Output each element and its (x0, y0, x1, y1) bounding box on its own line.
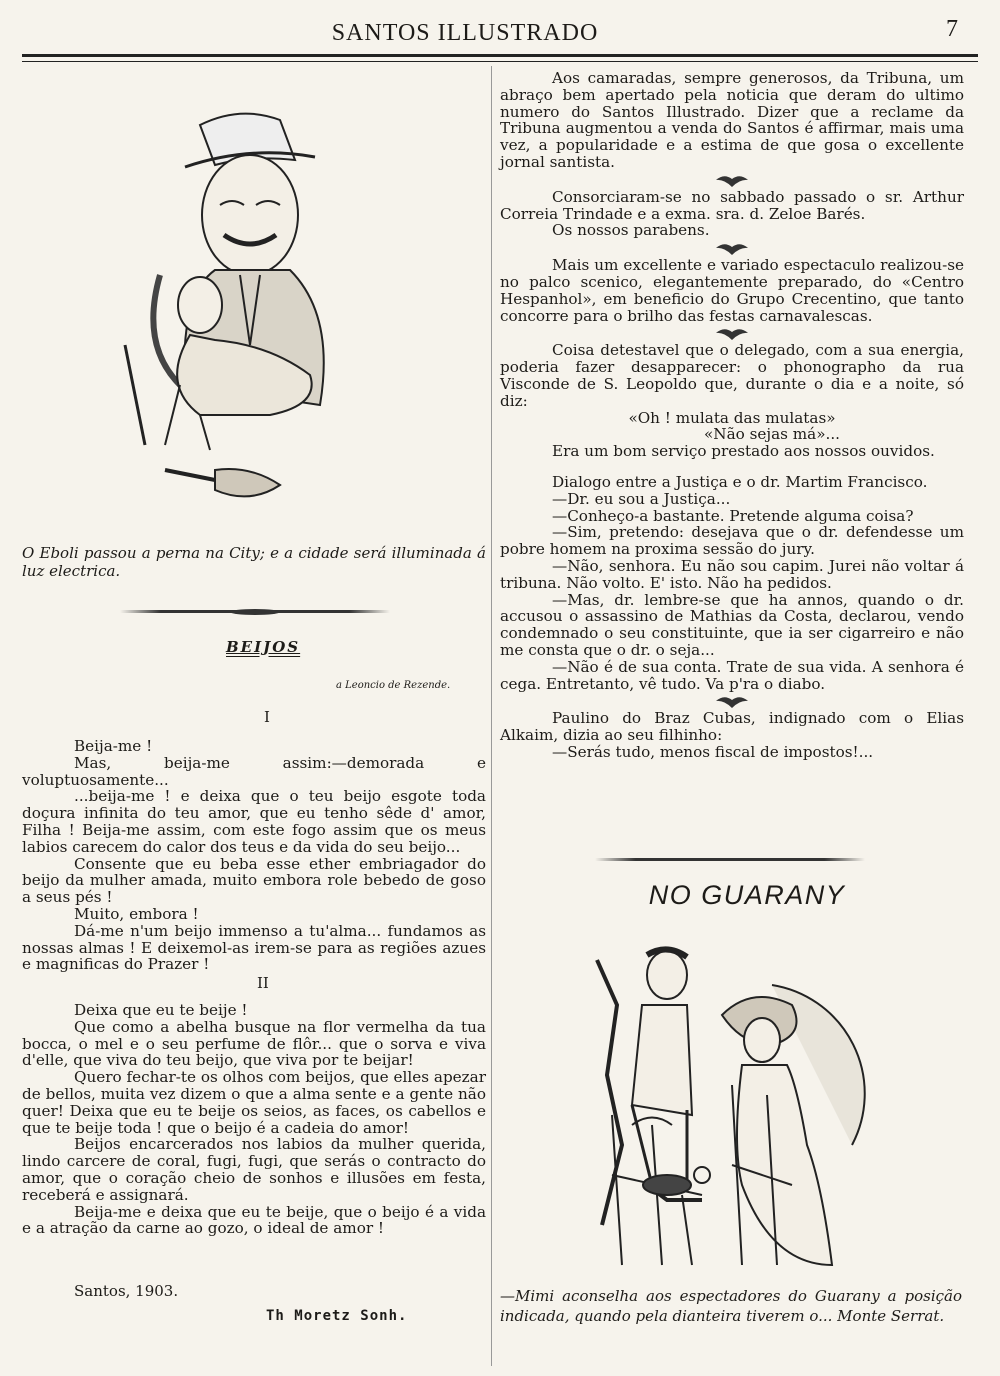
masthead-title: SANTOS ILLUSTRADO (331, 20, 599, 46)
news-item-tribuna: Aos camaradas, sempre generosos, da Tribuna, um abraço bem apertado pela noticia que deram do ultimo numero do Santos Illustrado. Dizer que a reclame da Tribuna augmentou a venda do Santos é affirmar, mais uma vez, a popularidade e a estima de que gosa o excellente jornal santista. (500, 69, 964, 171)
bat-ornament-icon (714, 171, 750, 189)
poem-paragraph: Consente que eu beba esse ether embriagador do beijo da mulher amada, muito embora role bebedo de goso a seus pés ! (22, 854, 486, 907)
poem-paragraph: Quero fechar-te os olhos com beijos, que elles apezar de bellos, muita vez dizem o que a alma sente e a gente não quer! Deixa que eu te beije os seios, as faces, os cabellos e que te beije toda ! que o beijo é a cadeia do amor! (22, 1068, 486, 1137)
dialogue-line: —Conheço-a bastante. Pretende alguma coisa? (552, 506, 914, 525)
guarany-caption: —Mimi aconselha aos espectadores do Guarany a posição indicada, quando pela dianteira tiverem o... Monte Serrat. (500, 1287, 962, 1325)
bat-ornament-icon (714, 692, 750, 710)
poem-dedication: a Leoncio de Rezende. (336, 680, 451, 691)
poem-paragraph: Dá-me n'um beijo immenso a tu'alma... fundamos as nossas almas ! E deixemol-as irem-se para as regiões azues e magnificas do Prazer ! (22, 921, 486, 974)
news-item-centro-hespanhol: Mais um excellente e variado espectaculo realizou-se no palco scenico, elegantemente preparado, do «Centro Hespanhol», em beneficio do Grupo Crecentino, que tanto concorre para o brilho das festas carnavalescas. (500, 256, 964, 325)
section-ornament (120, 610, 390, 615)
section-ornament (595, 858, 865, 861)
poem-paragraph: Que como a abelha busque na flor vermelha da tua bocca, o mel e o seu perfume de flôr... que o sorva e viva d'elle, que viva do teu beijo, que viva por te beijar! (22, 1017, 486, 1070)
guarany-title: NO GUARANY (648, 880, 846, 910)
news-item-phonograph: Coisa detestavel que o delegado, com a sua energia, poderia fazer desapparecer: o phonographo da rua Visconde de S. Leopoldo que, durante o dia e a noite, só diz: (500, 341, 964, 410)
poem-title: BEIJOS (226, 638, 301, 656)
poem-place-date: Santos, 1903. (74, 1282, 179, 1300)
poem-paragraph: Beijos encarcerados nos labios da mulher querida, lindo carcere de coral, fugi, fugi, que serás o contracto do amor, que o coração cheio de sonhos e illusões em festa, receberá e assignará. (22, 1135, 486, 1204)
column-divider (491, 66, 492, 1366)
poem-section-two-number: II (257, 974, 269, 992)
poem-author-signature: Th Moretz Sonh. (266, 1308, 408, 1324)
poem-paragraph: ...beija-me ! e deixa que o teu beijo esgote toda doçura infinita do teu amor, que eu tenho sêde d' amor, Filha ! Beija-me assim, com este fogo assim que os meus labios carecem do calor dos teus e da vida do seu beijo... (22, 787, 486, 856)
news-item-quote-line: «Não sejas má»... (703, 425, 840, 444)
poem-section-one-number: I (264, 708, 270, 726)
news-item-wedding: Consorciaram-se no sabbado passado o sr. Arthur Correia Trindade e a exma. sra. d. Zeloe Barés. (500, 187, 964, 223)
dialogue-line: —Não, senhora. Eu não sou capim. Jurei não voltar á tribuna. Não volto. E' isto. Não ha pedidos. (500, 556, 964, 592)
header-rule-thin (22, 61, 978, 62)
poem-paragraph: Beija-me e deixa que eu te beije, que o beijo é a vida e a atração da carne ao gozo, o ideal de amor ! (22, 1202, 486, 1238)
poem-paragraph: Deixa que eu te beije ! (74, 1001, 248, 1019)
news-item-paulino: Paulino do Braz Cubas, indignado com o Elias Alkaim, dizia ao seu filhinho: (500, 709, 964, 745)
poem-paragraph: Mas, beija-me assim:—demorada e voluptuosamente... (22, 753, 486, 789)
bat-ornament-icon (714, 239, 750, 257)
dialogue-line: —Dr. eu sou a Justiça... (552, 489, 731, 508)
dialogue-line: —Não é de sua conta. Trate de sua vida. A senhora é cega. Entretanto, vê tudo. Va p'ra o diabo. (500, 657, 964, 693)
poem-section-one (22, 738, 486, 973)
page-number: 7 (946, 16, 958, 42)
poem-paragraph: Muito, embora ! (74, 904, 199, 923)
news-item-service: Era um bom serviço prestado aos nossos ouvidos. (552, 442, 935, 461)
dialogue-line: —Sim, pretendo: desejava que o dr. defendesse um pobre homem na proxima sessão do jury. (500, 523, 964, 559)
cartoon-caption: O Eboli passou a perna na City; e a cidade será illuminada á luz electrica. (22, 544, 486, 580)
caricature-illustration (120, 85, 420, 510)
poem-paragraph: Beija-me ! (74, 737, 153, 755)
news-item-paulino-quote: —Serás tudo, menos fiscal de impostos!... (552, 742, 874, 761)
bat-ornament-icon (714, 324, 750, 342)
news-column (500, 70, 964, 761)
news-item-quote-line: «Oh ! mulata das mulatas» (628, 408, 836, 427)
header-rule-thick (22, 54, 978, 57)
news-item-congrats: Os nossos parabens. (552, 221, 710, 240)
guarany-illustration (592, 945, 882, 1275)
poem-section-two (22, 1002, 486, 1237)
dialogue-line: Dialogo entre a Justiça e o dr. Martim Francisco. (552, 472, 928, 491)
dialogue-line: —Mas, dr. lembre-se que ha annos, quando o dr. accusou o assassino de Mathias da Costa, declarou, vendo condemnado o seu constituinte, que ia ser cigarreiro e não me consta que o dr. o seja... (500, 590, 964, 659)
